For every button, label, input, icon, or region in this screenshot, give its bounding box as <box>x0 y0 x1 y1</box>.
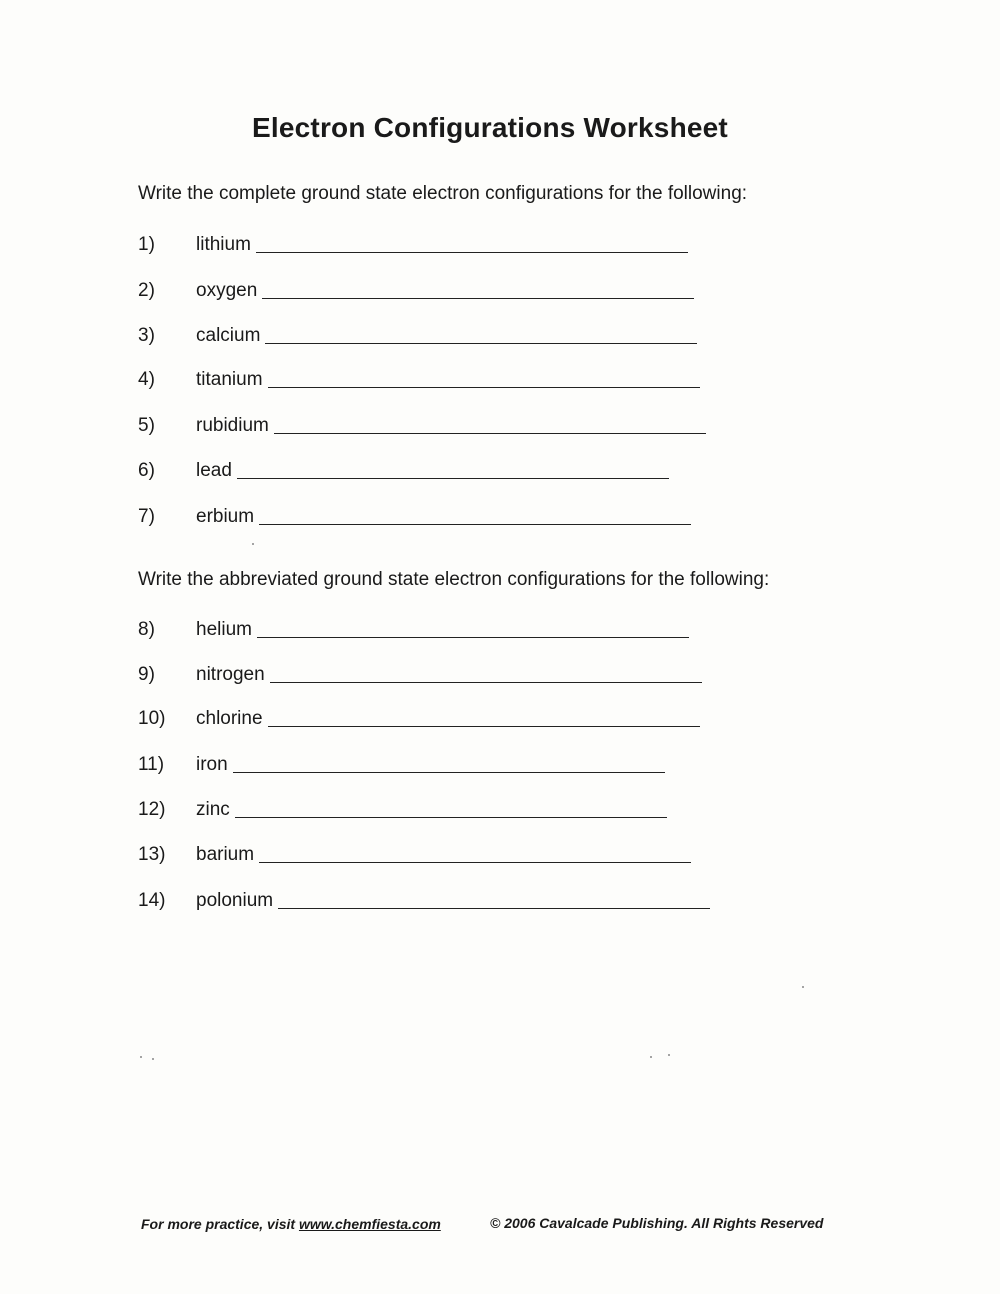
answer-line[interactable] <box>270 681 702 683</box>
element-name: lead <box>196 460 232 481</box>
scan-speck <box>802 986 804 988</box>
answer-line[interactable] <box>257 636 689 638</box>
section2-instruction: Write the abbreviated ground state electron configurations for the following: <box>138 569 770 590</box>
question-row <box>138 498 691 528</box>
question-row <box>138 407 706 437</box>
question-number: 3) <box>138 325 155 346</box>
question-row <box>138 882 710 912</box>
question-number: 6) <box>138 460 155 481</box>
question-row <box>138 791 667 821</box>
question-row <box>138 317 697 347</box>
chemfiesta-link[interactable]: www.chemfiesta.com <box>298 1216 441 1232</box>
answer-line[interactable] <box>235 816 667 818</box>
question-number: 9) <box>138 664 155 685</box>
footer-practice-text: For more practice, visit <box>141 1216 296 1232</box>
question-number: 8) <box>138 619 155 640</box>
answer-line[interactable] <box>268 725 700 727</box>
element-name: rubidium <box>196 415 269 436</box>
scan-speck <box>140 1056 142 1058</box>
element-name: polonium <box>196 890 274 911</box>
element-name: chlorine <box>196 708 263 729</box>
question-number: 11) <box>138 754 165 775</box>
answer-line[interactable] <box>268 386 700 388</box>
question-row <box>138 272 694 302</box>
element-name: iron <box>196 754 228 775</box>
section1-instruction: Write the complete ground state electron configurations for the following: <box>138 183 748 204</box>
element-name: barium <box>196 844 255 865</box>
element-name: erbium <box>196 506 255 527</box>
scan-speck <box>668 1054 670 1056</box>
question-row <box>138 611 689 641</box>
question-row <box>138 226 688 256</box>
question-number: 1) <box>138 234 155 255</box>
answer-line[interactable] <box>256 251 688 253</box>
scan-speck <box>152 1058 154 1060</box>
element-name: lithium <box>196 234 251 255</box>
question-number: 4) <box>138 369 155 390</box>
answer-line[interactable] <box>233 771 665 773</box>
element-name: oxygen <box>196 280 258 301</box>
question-row <box>138 700 700 730</box>
question-row <box>138 452 669 482</box>
question-number: 10) <box>138 708 166 729</box>
question-row <box>138 746 665 776</box>
question-row <box>138 836 691 866</box>
footer-copyright: © 2006 Cavalcade Publishing. All Rights Reserved <box>490 1215 824 1231</box>
question-number: 5) <box>138 415 155 436</box>
answer-line[interactable] <box>259 861 691 863</box>
answer-line[interactable] <box>265 342 697 344</box>
element-name: helium <box>196 619 252 640</box>
question-number: 12) <box>138 799 166 820</box>
answer-line[interactable] <box>237 477 669 479</box>
answer-line[interactable] <box>274 432 706 434</box>
scan-speck <box>650 1056 652 1058</box>
answer-line[interactable] <box>278 907 710 909</box>
page-title: Electron Configurations Worksheet <box>252 112 728 143</box>
question-row <box>138 361 700 391</box>
question-number: 13) <box>138 844 166 865</box>
answer-line[interactable] <box>262 297 694 299</box>
footer-practice <box>141 1216 441 1232</box>
answer-line[interactable] <box>259 523 691 525</box>
question-number: 2) <box>138 280 155 301</box>
element-name: nitrogen <box>196 664 265 685</box>
question-row <box>138 656 702 686</box>
element-name: zinc <box>196 799 230 820</box>
question-number: 14) <box>138 890 166 911</box>
question-number: 7) <box>138 506 155 527</box>
element-name: calcium <box>196 325 261 346</box>
element-name: titanium <box>196 369 263 390</box>
scan-speck <box>252 543 254 545</box>
